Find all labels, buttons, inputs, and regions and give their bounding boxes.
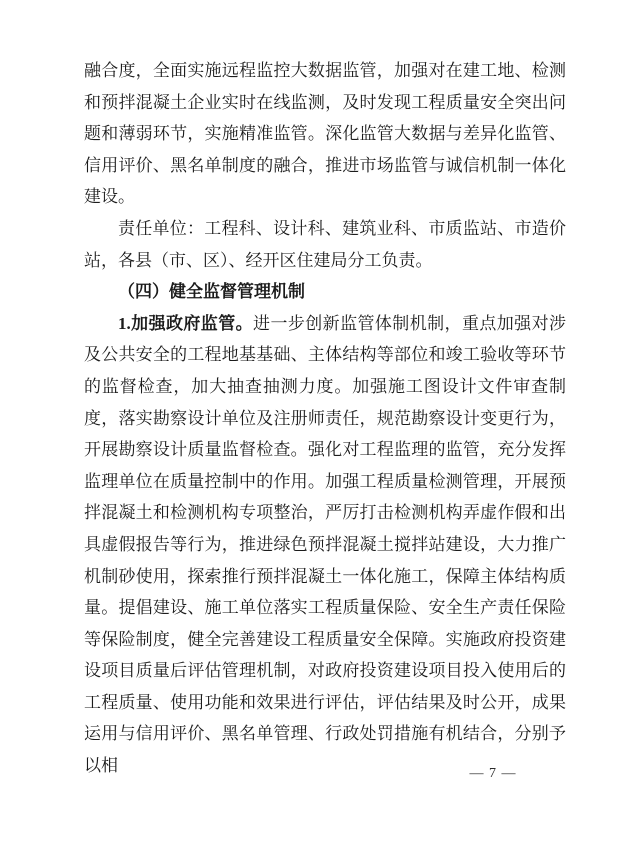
document-body <box>84 55 566 782</box>
page-number: — 7 — <box>469 766 517 781</box>
paragraph-item1 <box>84 308 566 782</box>
paragraph-continuation: 融合度，全面实施远程监控大数据监管，加强对在建工地、检测和预拌混凝土企业实时在线监测，及时发现工程质量安全突出问题和薄弱环节，实施精准监管。深化监管大数据与差异化监管、信用评价、黑名单制度的融合，推进市场监管与诚信机制一体化建设。 <box>84 61 566 207</box>
section-heading: （四）健全监督管理机制 <box>118 282 305 302</box>
paragraph-responsible-units: 责任单位：工程科、设计科、建筑业科、市质监站、市造价站，各县（市、区）、经开区住建局分工负责。 <box>84 218 566 270</box>
paragraph-item1-text: 进一步创新监管体制机制，重点加强对涉及公共安全的工程地基基础、主体结构等部位和竣工验收等环节的监督检查，加大抽查抽测力度。加强施工图设计文件审查制度，落实勘察设计单位及注册师责任，规范勘察设计变更行为，开展勘察设计质量监督检查。强化对工程监理的监管，充分发挥监理单位在质量控制中的作用。加强工程质量检测管理，开展预拌混凝土和检测机构专项整治，严厉打击检测机构弄虚作假和出具虚假报告等行为，推进绿色预拌混凝土搅拌站建设，大力推广机制砂使用，探索推行预拌混凝土一体化施工，保障主体结构质量。提倡建设、施工单位落实工程质量保险、安全生产责任保险等保险制度，健全完善建设工程质量安全保障。实施政府投资建设项目质量后评估管理机制，对政府投资建设项目投入使用后的工程质量、使用功能和效果进行评估，评估结果及时公开，成果运用与信用评价、黑名单管理、行政处罚措施有机结合，分别予以相 <box>84 313 567 776</box>
paragraph-item1-lead: 1.加强政府监管。 <box>118 313 254 333</box>
